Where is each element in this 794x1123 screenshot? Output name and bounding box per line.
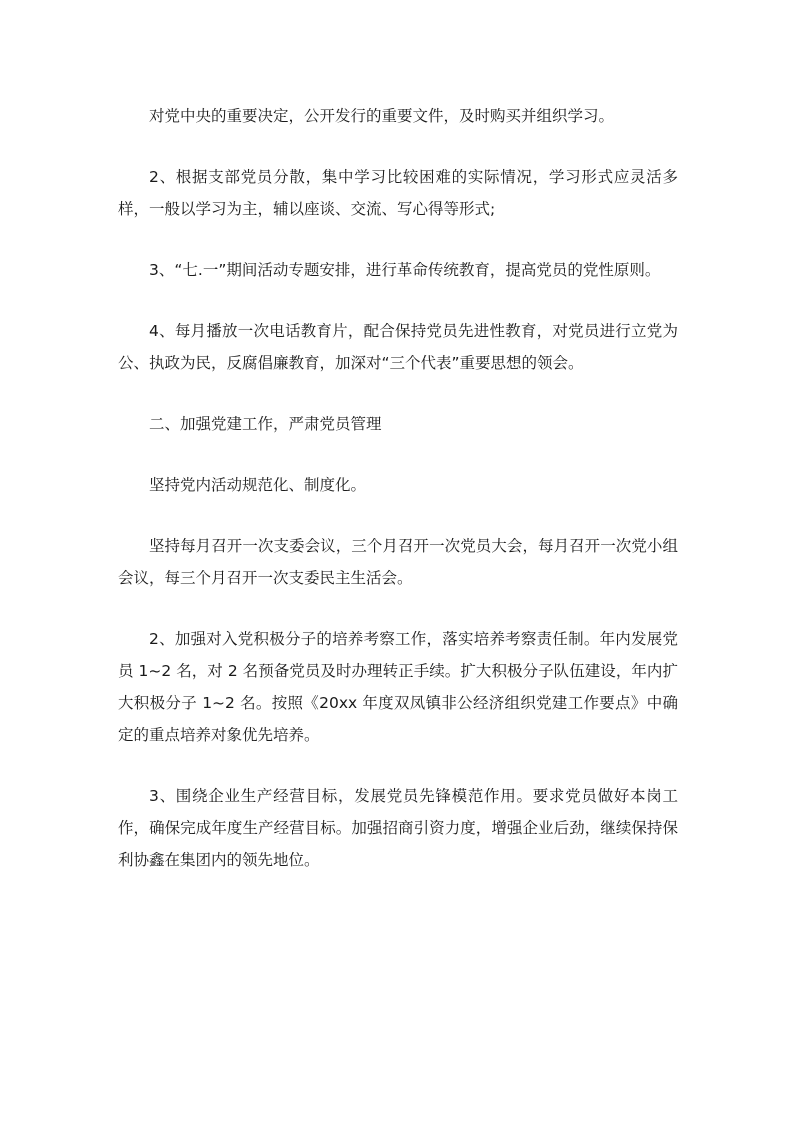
paragraph-business-goals: 3、围绕企业生产经营目标，发展党员先锋模范作用。要求党员做好本岗工作，确保完成年度生产经营目标。加强招商引资力度，增强企业后劲，继续保持保利协鑫在集团内的领先地位。 [118,787,678,869]
section-heading-party-building: 二、加强党建工作，严肃党员管理 [149,415,382,433]
paragraph-monthly-education-film: 4、每月播放一次电话教育片，配合保持党员先进性教育，对党员进行立党为公、执政为民，反腐倡廉教育，加深对“三个代表”重要思想的领会。 [118,322,678,372]
paragraph-activist-training: 2、加强对入党积极分子的培养考察工作，落实培养考察责任制。年内发展党员 1~2 名，对 2 名预备党员及时办理转正手续。扩大积极分子队伍建设，年内扩大积极分子 1~2 名。按照《20xx 年度双凤镇非公经济组织党建工作要点》中确定的重点培养对象优先培养。 [118,630,678,744]
paragraph-study-format: 2、根据支部党员分散，集中学习比较困难的实际情况，学习形式应灵活多样，一般以学习为主，辅以座谈、交流、写心得等形式; [118,168,678,218]
paragraph-purchase-documents: 对党中央的重要决定，公开发行的重要文件，及时购买并组织学习。 [149,107,615,125]
paragraph-july-first-activities: 3、“七.一”期间活动专题安排，进行革命传统教育，提高党员的党性原则。 [149,261,661,279]
document-body [118,100,678,905]
paragraph-standardize-activities: 坚持党内活动规范化、制度化。 [149,476,367,494]
paragraph-meeting-schedule: 坚持每月召开一次支委会议，三个月召开一次党员大会，每月召开一次党小组会议，每三个月召开一次支委民主生活会。 [118,537,678,587]
